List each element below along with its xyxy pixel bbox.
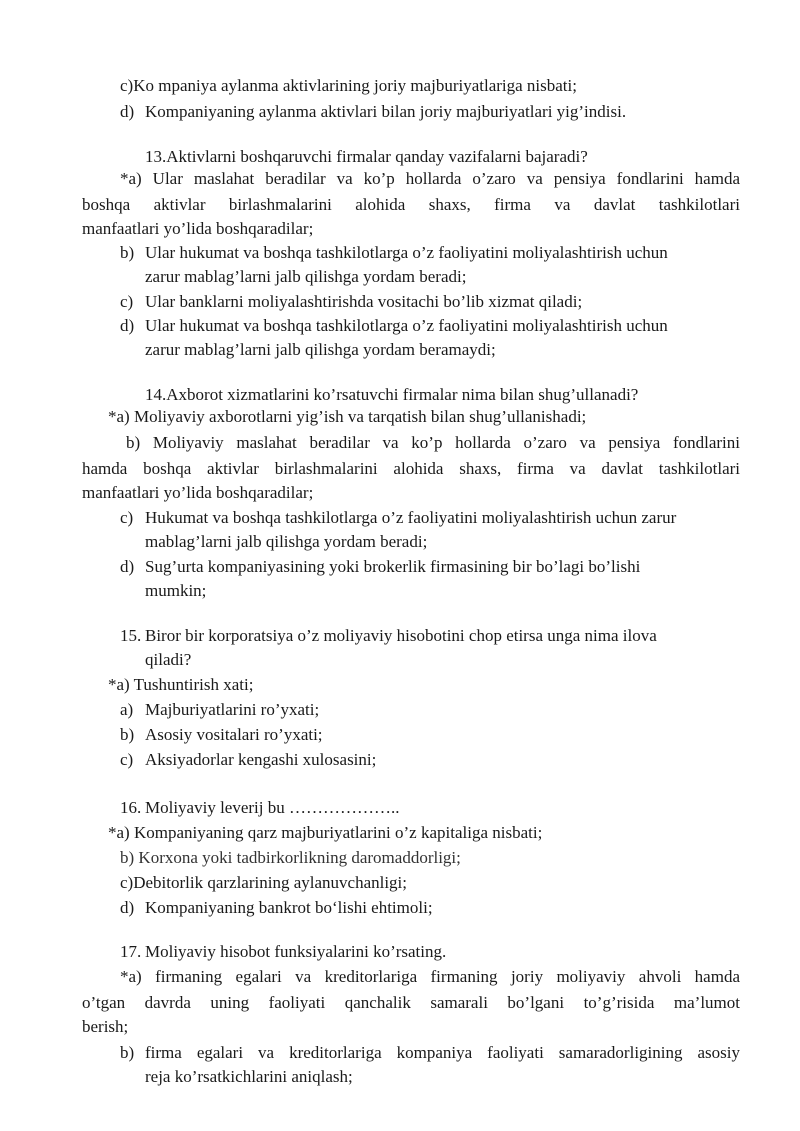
- q14-option-c-line2: mablag’larni jalb qilishga yordam beradi;: [145, 532, 428, 551]
- q17-option-a-line2: o’tgan davrda uning faoliyati qanchalik samarali bo’lgani to’g’risida ma’lumot: [82, 993, 740, 1012]
- q14-question: 14.Axborot xizmatlarini ko’rsatuvchi firmalar nima bilan shug’ullanadi?: [145, 385, 639, 404]
- q16-option-b: b) Korxona yoki tadbirkorlikning daromaddorligi;: [120, 848, 461, 867]
- q14-option-c-line1: Hukumat va boshqa tashkilotlarga o’z faoliyatini moliyalashtirish uchun zarur: [145, 508, 677, 527]
- q15-question-line1: Biror bir korporatsiya o’z moliyaviy hisobotini chop etirsa unga nima ilova: [145, 626, 657, 645]
- q12-option-c: c)Ko mpaniya aylanma aktivlarining joriy majburiyatlariga nisbati;: [120, 76, 577, 95]
- q13-option-a-line2: boshqa aktivlar birlashmalarini alohida shaxs, firma va davlat tashkilotlari: [82, 195, 740, 214]
- q16-question: Moliyaviy leverij bu ………………..: [145, 798, 400, 817]
- q14-option-b-line1: b) Moliyaviy maslahat beradilar va ko’p hollarda o’zaro va pensiya fondlarini: [126, 433, 740, 452]
- q15-question-line2: qiladi?: [145, 650, 192, 669]
- q13-option-d-label: d): [120, 316, 135, 335]
- q13-question: 13.Aktivlarni boshqaruvchi firmalar qanday vazifalarni bajaradi?: [145, 147, 588, 166]
- q16-number: 16.: [120, 798, 142, 817]
- q17-question: Moliyaviy hisobot funksiyalarini ko’rsating.: [145, 942, 447, 961]
- q14-option-b-line3: manfaatlari yo’lida boshqaradilar;: [82, 483, 314, 502]
- q12-option-d-label: d): [120, 102, 135, 121]
- q14-option-d-label: d): [120, 557, 135, 576]
- q15-option-c-label: c): [120, 750, 134, 769]
- q13-option-a-line3: manfaatlari yo’lida boshqaradilar;: [82, 219, 314, 238]
- q16-option-a: *a) Kompaniyaning qarz majburiyatlarini o’z kapitaliga nisbati;: [108, 823, 543, 842]
- q13-option-d-line2: zarur mablag’larni jalb qilishga yordam beramaydi;: [145, 340, 496, 359]
- q16-option-c: c)Debitorlik qarzlarining aylanuvchanligi;: [120, 873, 408, 892]
- q17-number: 17.: [120, 942, 142, 961]
- q15-number: 15.: [120, 626, 142, 645]
- q15-option-a-text: Majburiyatlarini ro’yxati;: [145, 700, 320, 719]
- q15-option-b-label: b): [120, 725, 135, 744]
- q15-option-b-text: Asosiy vositalari ro’yxati;: [145, 725, 323, 744]
- q17-option-b-line1: firma egalari va kreditorlariga kompaniya faoliyati samaradorligining asosiy: [145, 1043, 740, 1062]
- q13-option-b-line2: zarur mablag’larni jalb qilishga yordam beradi;: [145, 267, 467, 286]
- q14-option-d-line1: Sug’urta kompaniyasining yoki brokerlik firmasining bir bo’lagi bo’lishi: [145, 557, 641, 576]
- q17-option-a-line1: *a) firmaning egalari va kreditorlariga firmaning joriy moliyaviy ahvoli hamda: [120, 967, 740, 986]
- q14-option-a: *a) Moliyaviy axborotlarni yig’ish va tarqatish bilan shug’ullanishadi;: [108, 407, 587, 426]
- q17-option-b-line2: reja ko’rsatkichlarini aniqlash;: [145, 1067, 353, 1086]
- q17-option-a-line3: berish;: [82, 1017, 129, 1036]
- q14-option-c-label: c): [120, 508, 134, 527]
- q14-option-d-line2: mumkin;: [145, 581, 207, 600]
- q13-option-b-label: b): [120, 243, 135, 262]
- q13-option-c-label: c): [120, 292, 134, 311]
- q14-option-b-line2: hamda boshqa aktivlar birlashmalarini alohida shaxs, firma va davlat tashkilotlari: [82, 459, 740, 478]
- q13-option-c-text: Ular banklarni moliyalashtirishda vositachi bo’lib xizmat qiladi;: [145, 292, 583, 311]
- q13-option-b-line1: Ular hukumat va boshqa tashkilotlarga o’z faoliyatini moliyalashtirish uchun: [145, 243, 668, 262]
- q12-option-d-text: Kompaniyaning aylanma aktivlari bilan joriy majburiyatlari yig’indisi.: [145, 102, 627, 121]
- q15-option-star-a: *a) Tushuntirish xati;: [108, 675, 254, 694]
- q16-option-d-label: d): [120, 898, 135, 917]
- q13-option-d-line1: Ular hukumat va boshqa tashkilotlarga o’z faoliyatini moliyalashtirish uchun: [145, 316, 668, 335]
- q17-option-b-label: b): [120, 1043, 135, 1062]
- q15-option-c-text: Aksiyadorlar kengashi xulosasini;: [145, 750, 377, 769]
- q16-option-d-text: Kompaniyaning bankrot bo‘lishi ehtimoli;: [145, 898, 433, 917]
- q15-option-a-label: a): [120, 700, 134, 719]
- q13-option-a-line1: *a) Ular maslahat beradilar va ko’p hollarda o’zaro va pensiya fondlarini hamda: [120, 169, 740, 188]
